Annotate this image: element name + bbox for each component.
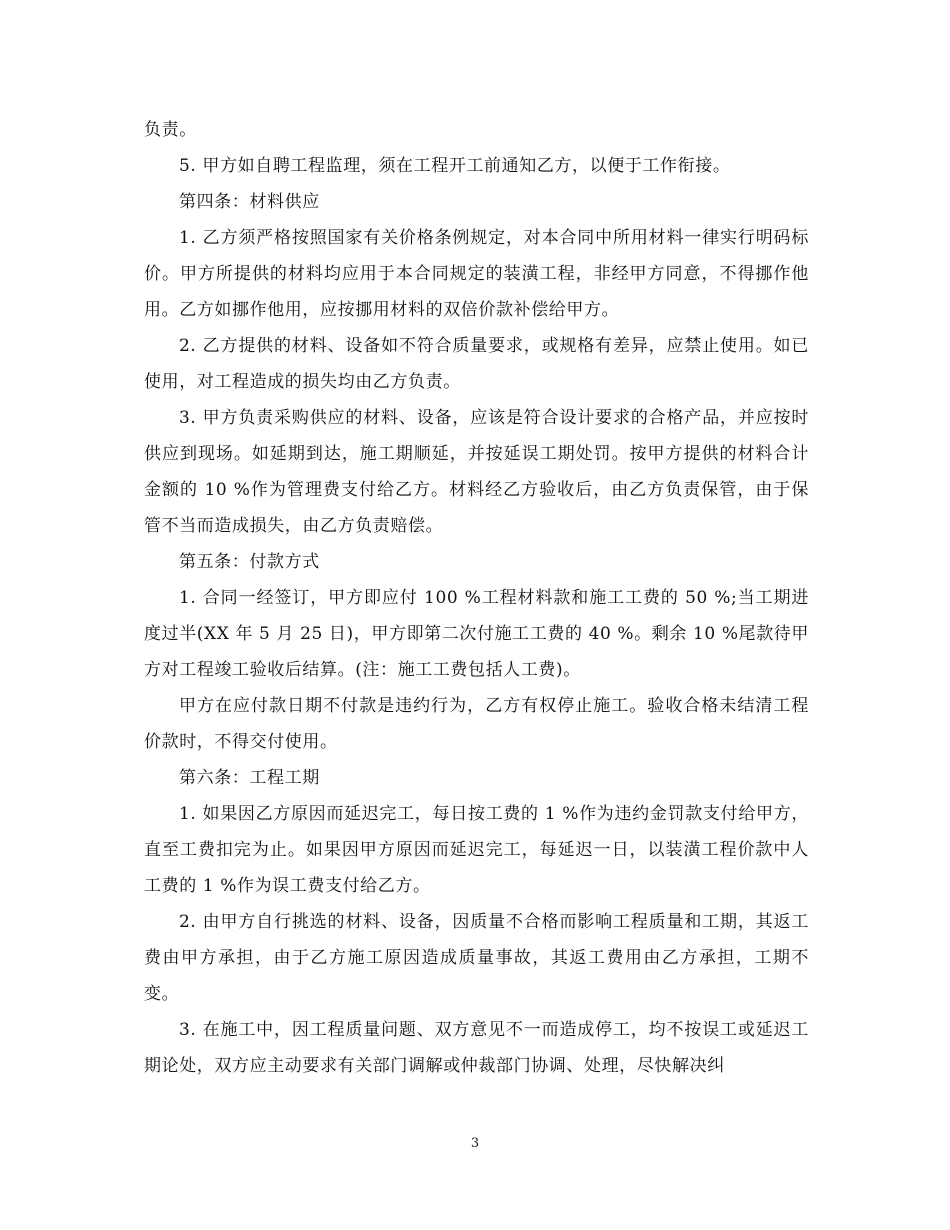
document-body [144, 112, 809, 1084]
section-heading: 第五条：付款方式 [179, 552, 320, 572]
section-heading: 第四条：材料供应 [179, 192, 320, 212]
paragraph: 1. 乙方须严格按照国家有关价格条例规定，对本合同中所用材料一律实行明码标价。甲方所提供的材料均应用于本合同规定的装潢工程，非经甲方同意，不得挪作他用。乙方如挪作他用，应按挪用材料的双倍价款补偿给甲方。 [144, 228, 809, 320]
paragraph: 1. 如果因乙方原因而延迟完工，每日按工费的 1 %作为违约金罚款支付给甲方，直至工费扣完为止。如果因甲方原因而延迟完工，每延迟一日，以装潢工程价款中人工费的 1 %作为误工费支付给乙方。 [144, 804, 809, 896]
paragraph: 负责。 [144, 120, 197, 140]
paragraph: 2. 乙方提供的材料、设备如不符合质量要求，或规格有差异，应禁止使用。如已使用，对工程造成的损失均由乙方负责。 [144, 336, 809, 392]
paragraph: 5. 甲方如自聘工程监理，须在工程开工前通知乙方，以便于工作衔接。 [179, 156, 731, 176]
paragraph: 3. 甲方负责采购供应的材料、设备，应该是符合设计要求的合格产品，并应按时供应到现场。如延期到达，施工期顺延，并按延误工期处罚。按甲方提供的材料合计金额的 10 %作为管理费支付给乙方。材料经乙方验收后，由乙方负责保管，由于保管不当而造成损失，由乙方负责赔偿。 [144, 408, 809, 536]
paragraph: 3. 在施工中，因工程质量问题、双方意见不一而造成停工，均不按误工或延迟工期论处，双方应主动要求有关部门调解或仲裁部门协调、处理，尽快解决纠 [144, 1020, 809, 1076]
paragraph: 甲方在应付款日期不付款是违约行为，乙方有权停止施工。验收合格未结清工程价款时，不得交付使用。 [144, 696, 809, 752]
section-heading: 第六条：工程工期 [179, 768, 320, 788]
paragraph: 2. 由甲方自行挑选的材料、设备，因质量不合格而影响工程质量和工期，其返工费由甲方承担，由于乙方施工原因造成质量事故，其返工费用由乙方承担，工期不变。 [144, 912, 809, 1004]
paragraph: 1. 合同一经签订，甲方即应付 100 %工程材料款和施工工费的 50 %;当工期进度过半(XX 年 5 月 25 日)，甲方即第二次付施工工费的 40 %。剩余 10 %尾款待甲方对工程竣工验收后结算。(注：施工工费包括人工费)。 [144, 588, 809, 680]
page-number: 3 [470, 1136, 480, 1151]
